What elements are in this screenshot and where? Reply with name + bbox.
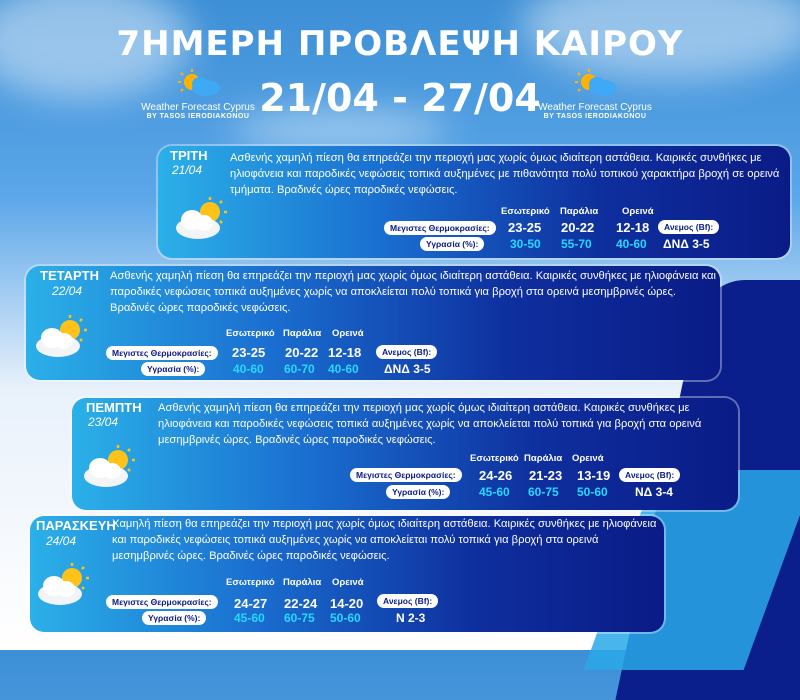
day-description: Ασθενής χαμηλή πίεση θα επηρεάζει την περιοχή μας χωρίς όμως ιδιαίτερη αστάθεια. Καιρικές συνθήκες με ηλιοφάνεια και παροδικές νεφώσεις τοπικά αυξημένες χωρίς να αποκλείεται πολύ τοπικά για βροχή στα ορεινά μεσημβρινές ώρες. Βραδινές ώρες παροδικές νεφώσεις. xyxy=(158,402,702,446)
hum-coastal: 60-75 xyxy=(284,611,315,625)
humidity-label: Υγρασία (%): xyxy=(386,485,450,499)
temp-inland: 23-25 xyxy=(508,220,542,235)
hum-mountain: 50-60 xyxy=(577,485,608,499)
temp-coastal: 21-23 xyxy=(529,468,563,483)
col-coastal: Παράλια xyxy=(283,328,322,339)
temp-coastal: 20-22 xyxy=(561,220,595,235)
temp-coastal: 20-22 xyxy=(285,345,319,360)
sun-cloud-icon xyxy=(80,444,140,490)
col-mountain: Ορεινά xyxy=(622,206,654,217)
wind-label: Ανεμος (Bf): xyxy=(658,220,719,234)
page-title: 7ΗΜΕΡΗ ΠΡΟΒΛΕΨΗ ΚΑΙΡΟΥ xyxy=(116,24,684,64)
wind-value: ΔΝΔ 3-5 xyxy=(384,362,431,376)
logo-right xyxy=(530,68,660,120)
day-name: ΠΕΜΠΤΗ xyxy=(86,400,142,415)
col-coastal: Παράλια xyxy=(560,206,599,217)
hum-inland: 30-50 xyxy=(510,237,541,251)
sun-cloud-icon xyxy=(32,314,92,360)
col-inland: Εσωτερικό xyxy=(226,328,275,339)
col-mountain: Ορεινά xyxy=(332,577,364,588)
col-mountain: Ορεινά xyxy=(332,328,364,339)
logo-subtext: BY TASOS IERODIAKONOU xyxy=(543,113,647,120)
max-temp-label: Μεγιστες Θερμοκρασίες: xyxy=(350,468,462,482)
day-date: 23/04 xyxy=(88,415,119,429)
day-description: Ασθενής χαμηλή πίεση θα επηρεάζει την περιοχή μας χωρίς όμως ιδιαίτερη αστάθεια. Καιρικές συνθήκες με ηλιοφάνεια και παροδικές νεφώσεις τοπικά αυξημένες με πιθανότητα πολύ τοπικού χαρακτήρα βροχή σε ορεινά τμήματα. Βραδινές ώρες παροδικές νεφώσεις. xyxy=(230,152,780,196)
max-temp-label: Μεγιστες Θερμοκρασίες: xyxy=(384,221,496,235)
col-mountain: Ορεινά xyxy=(572,453,604,464)
hum-mountain: 50-60 xyxy=(330,611,361,625)
day-date: 22/04 xyxy=(52,284,83,298)
humidity-label: Υγρασία (%): xyxy=(141,362,205,376)
wind-label: Ανεμος (Bf): xyxy=(377,594,438,608)
col-coastal: Παράλια xyxy=(283,577,322,588)
hum-coastal: 60-75 xyxy=(528,485,559,499)
hum-coastal: 60-70 xyxy=(284,362,315,376)
temp-mountain: 14-20 xyxy=(330,596,364,611)
day-name: ΠΑΡΑΣΚΕΥΗ xyxy=(36,518,116,533)
forecast-card-friday xyxy=(30,516,664,632)
wind-label: Ανεμος (Bf): xyxy=(619,468,680,482)
col-inland: Εσωτερικό xyxy=(470,453,519,464)
sun-cloud-icon xyxy=(172,196,232,242)
day-date: 24/04 xyxy=(46,534,77,548)
max-temp-label: Μεγιστες Θερμοκρασίες: xyxy=(106,595,218,609)
day-date: 21/04 xyxy=(172,163,203,177)
date-range: 21/04 - 27/04 xyxy=(259,76,541,120)
logo-text: Weather Forecast Cyprus xyxy=(538,102,652,113)
hum-mountain: 40-60 xyxy=(328,362,359,376)
forecast-card-tuesday xyxy=(158,146,790,258)
temp-inland: 24-26 xyxy=(479,468,513,483)
max-temp-label: Μεγιστες Θερμοκρασίες: xyxy=(106,346,218,360)
hum-inland: 40-60 xyxy=(233,362,264,376)
temp-inland: 23-25 xyxy=(232,345,266,360)
wind-value: ΔΝΔ 3-5 xyxy=(663,237,710,251)
humidity-label: Υγρασία (%): xyxy=(420,237,484,251)
col-inland: Εσωτερικό xyxy=(226,577,275,588)
temp-coastal: 22-24 xyxy=(284,596,318,611)
temp-mountain: 13-19 xyxy=(577,468,611,483)
hum-inland: 45-60 xyxy=(479,485,510,499)
day-description: Χαμηλή πίεση θα επηρεάζει την περιοχή μας χωρίς όμως ιδιαίτερη αστάθεια. Καιρικές συνθήκες με ηλιοφάνεια και παροδικές νεφώσεις τοπικά αυξημένες χωρίς να αποκλείεται πολύ τοπικά για βροχή στα ορεινά μεσημβρινές ώρες. Βραδινές ώρες παροδικές νεφώσεις. xyxy=(112,518,657,562)
temp-mountain: 12-18 xyxy=(616,220,650,235)
col-inland: Εσωτερικό xyxy=(501,206,550,217)
col-coastal: Παράλια xyxy=(524,453,563,464)
hum-mountain: 40-60 xyxy=(616,237,647,251)
sun-cloud-logo-icon xyxy=(168,68,228,100)
wind-value: ΝΔ 3-4 xyxy=(635,485,673,499)
logo-subtext: BY TASOS IERODIAKONOU xyxy=(146,113,250,120)
wind-value: Ν 2-3 xyxy=(396,611,426,625)
sun-cloud-logo-icon xyxy=(565,68,625,100)
temp-mountain: 12-18 xyxy=(328,345,362,360)
humidity-label: Υγρασία (%): xyxy=(142,611,206,625)
hum-inland: 45-60 xyxy=(234,611,265,625)
hum-coastal: 55-70 xyxy=(561,237,592,251)
sun-cloud-icon xyxy=(34,562,94,608)
temp-inland: 24-27 xyxy=(234,596,268,611)
day-name: ΤΡΙΤΗ xyxy=(170,148,208,163)
forecast-card-wednesday xyxy=(26,266,720,380)
logo-text: Weather Forecast Cyprus xyxy=(141,102,255,113)
day-description: Ασθενής χαμηλή πίεση θα επηρεάζει την περιοχή μας χωρίς όμως ιδιαίτερη αστάθεια. Καιρικές συνθήκες με ηλιοφάνεια και παροδικές νεφώσεις τοπικά αυξημένες χωρίς να αποκλείεται πολύ τοπικά για βροχή στα ορεινά μεσημβρινές ώρες. Βραδινές ώρες παροδικές νεφώσεις. xyxy=(110,270,716,314)
wind-label: Ανεμος (Bf): xyxy=(376,345,437,359)
day-name: ΤΕΤΑΡΤΗ xyxy=(40,268,99,283)
logo-left xyxy=(133,68,263,120)
forecast-card-thursday xyxy=(72,398,738,510)
